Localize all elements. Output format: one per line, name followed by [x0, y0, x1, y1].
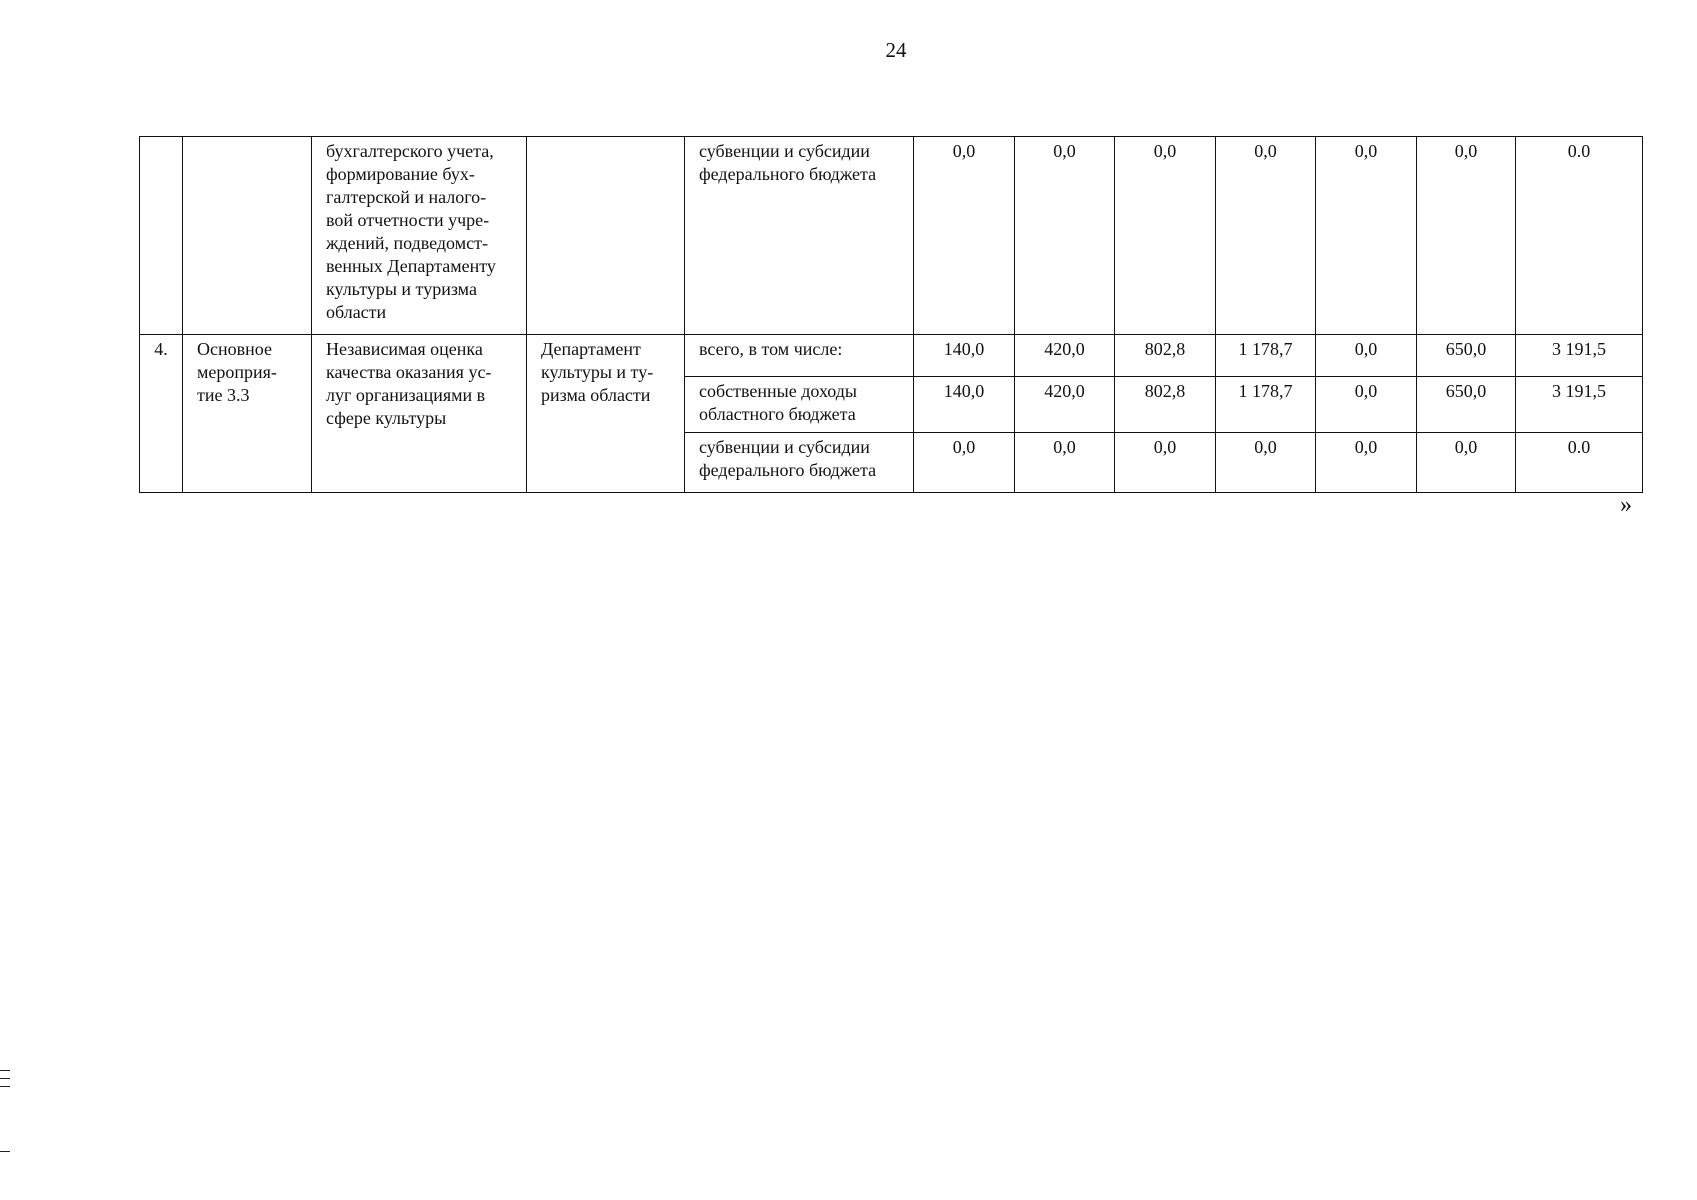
- description-cell: Независимая оценка качества оказания ус-луг организациями в сфере культуры: [312, 335, 527, 493]
- value-cell: 650,0: [1417, 377, 1516, 433]
- budget-table: [139, 136, 1643, 493]
- row-number-cell: 4.: [140, 335, 183, 493]
- scan-mark: [0, 1086, 10, 1087]
- value-cell: 140,0: [914, 335, 1015, 377]
- scan-margin-marks: [0, 1070, 12, 1159]
- value-cell: 0,0: [1316, 137, 1417, 335]
- value-cell: 0,0: [914, 433, 1015, 493]
- funding-source-cell: собственные доходы областного бюджета: [685, 377, 914, 433]
- total-value-cell: 3 191,5: [1516, 335, 1643, 377]
- table-row: [140, 137, 1643, 335]
- closing-quote-mark: »: [1620, 492, 1632, 518]
- value-cell: 420,0: [1015, 335, 1115, 377]
- activity-type-cell: Основное мероприя-тие 3.3: [183, 335, 312, 493]
- value-cell: 0,0: [1417, 137, 1516, 335]
- description-cell: бухгалтерского учета, формирование бух-галтерской и налого-вой отчетности учре-ждений, подведомст-венных Департаменту культуры и туризма области: [312, 137, 527, 335]
- scan-mark: [0, 1151, 10, 1152]
- activity-type-cell: [183, 137, 312, 335]
- value-cell: 1 178,7: [1216, 377, 1316, 433]
- value-cell: 0,0: [1015, 433, 1115, 493]
- value-cell: 0,0: [1216, 137, 1316, 335]
- value-cell: 0,0: [914, 137, 1015, 335]
- row-number-cell: [140, 137, 183, 335]
- scan-mark: [0, 1078, 10, 1079]
- value-cell: 420,0: [1015, 377, 1115, 433]
- executor-cell: Департамент культуры и ту-ризма области: [527, 335, 685, 493]
- value-cell: 0,0: [1115, 137, 1216, 335]
- value-cell: 0,0: [1316, 433, 1417, 493]
- table-row: [140, 335, 1643, 377]
- value-cell: 0,0: [1316, 377, 1417, 433]
- total-value-cell: 0.0: [1516, 137, 1643, 335]
- executor-cell: [527, 137, 685, 335]
- total-value-cell: 3 191,5: [1516, 377, 1643, 433]
- value-cell: 0,0: [1417, 433, 1516, 493]
- value-cell: 0,0: [1015, 137, 1115, 335]
- value-cell: 0,0: [1115, 433, 1216, 493]
- total-value-cell: 0.0: [1516, 433, 1643, 493]
- funding-source-cell: всего, в том числе:: [685, 335, 914, 377]
- funding-source-cell: субвенции и субсидии федерального бюджета: [685, 137, 914, 335]
- funding-source-cell: субвенции и субсидии федерального бюджета: [685, 433, 914, 493]
- value-cell: 140,0: [914, 377, 1015, 433]
- value-cell: 802,8: [1115, 377, 1216, 433]
- value-cell: 1 178,7: [1216, 335, 1316, 377]
- page-number: 24: [885, 38, 907, 62]
- value-cell: 802,8: [1115, 335, 1216, 377]
- value-cell: 0,0: [1316, 335, 1417, 377]
- value-cell: 0,0: [1216, 433, 1316, 493]
- value-cell: 650,0: [1417, 335, 1516, 377]
- scan-mark: [0, 1070, 10, 1071]
